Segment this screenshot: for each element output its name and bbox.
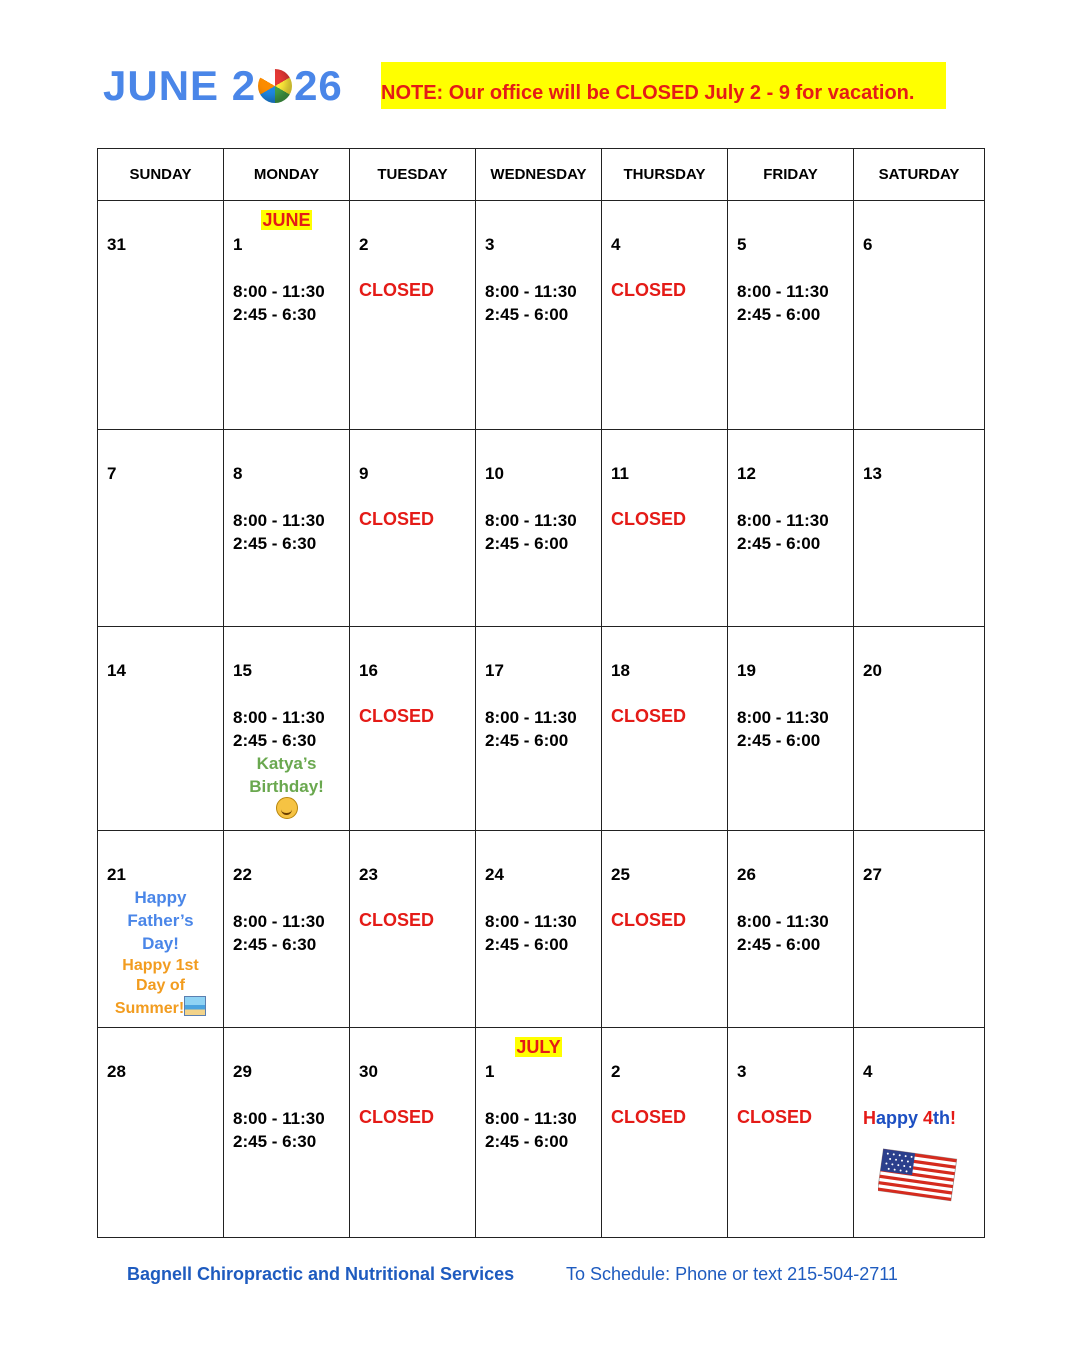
office-hours: 8:00 - 11:30 2:45 - 6:00 bbox=[737, 912, 829, 954]
day-number: 24 bbox=[485, 865, 504, 884]
office-hours: 8:00 - 11:30 2:45 - 6:30 bbox=[233, 282, 325, 324]
day-number: 15 bbox=[233, 661, 252, 680]
day-number: 19 bbox=[737, 661, 756, 680]
page-title: JUNE 2 26 bbox=[103, 62, 343, 109]
day-cell bbox=[224, 1028, 350, 1238]
summer-event: Happy 1st Day of Summer! bbox=[98, 956, 223, 1019]
day-cell bbox=[602, 627, 728, 831]
day-number: 20 bbox=[863, 661, 882, 680]
calendar-grid bbox=[97, 148, 985, 1238]
month-tag: JULY bbox=[516, 1037, 561, 1057]
day-cell bbox=[350, 201, 476, 430]
day-cell bbox=[728, 430, 854, 627]
independence-day-event: Happy 4th! bbox=[863, 1108, 957, 1128]
day-number: 2 bbox=[359, 235, 369, 254]
week-row bbox=[98, 1028, 985, 1238]
day-cell bbox=[98, 201, 224, 430]
closed-label: CLOSED bbox=[359, 706, 435, 726]
beach-icon bbox=[184, 996, 206, 1016]
week-row bbox=[98, 201, 985, 430]
day-cell bbox=[350, 627, 476, 831]
weekday-header: MONDAY bbox=[224, 149, 350, 201]
beach-ball-icon bbox=[258, 69, 292, 103]
day-number: 3 bbox=[485, 235, 495, 254]
closed-label: CLOSED bbox=[359, 1107, 435, 1127]
weekday-header: SATURDAY bbox=[854, 149, 985, 201]
month-tag: JUNE bbox=[262, 210, 311, 230]
schedule-contact: To Schedule: Phone or text 215-504-2711 bbox=[566, 1264, 898, 1284]
office-hours: 8:00 - 11:30 2:45 - 6:30 bbox=[233, 912, 325, 954]
day-number: 31 bbox=[107, 235, 126, 254]
closed-label: CLOSED bbox=[611, 1107, 687, 1127]
day-cell bbox=[602, 430, 728, 627]
day-number: 23 bbox=[359, 865, 378, 884]
day-number: 13 bbox=[863, 464, 882, 483]
day-number: 21 bbox=[107, 865, 126, 884]
vacation-note: NOTE: Our office will be CLOSED July 2 - 9 for vacation. bbox=[381, 62, 946, 109]
american-flag-icon bbox=[878, 1148, 958, 1204]
day-number: 4 bbox=[611, 235, 621, 254]
day-number: 14 bbox=[107, 661, 126, 680]
day-number: 30 bbox=[359, 1062, 378, 1081]
day-cell bbox=[854, 1028, 985, 1238]
day-cell bbox=[602, 201, 728, 430]
day-number: 12 bbox=[737, 464, 756, 483]
day-number: 5 bbox=[737, 235, 747, 254]
day-cell bbox=[476, 627, 602, 831]
day-cell bbox=[476, 430, 602, 627]
closed-label: CLOSED bbox=[359, 910, 435, 930]
day-number: 1 bbox=[233, 235, 243, 254]
week-row bbox=[98, 831, 985, 1028]
day-number: 11 bbox=[611, 464, 629, 483]
day-cell bbox=[224, 430, 350, 627]
day-cell bbox=[728, 831, 854, 1028]
day-number: 9 bbox=[359, 464, 369, 483]
weekday-header: FRIDAY bbox=[728, 149, 854, 201]
day-cell bbox=[224, 201, 350, 430]
closed-label: CLOSED bbox=[611, 280, 687, 300]
day-number: 18 bbox=[611, 661, 630, 680]
day-number: 22 bbox=[233, 865, 252, 884]
day-cell bbox=[98, 627, 224, 831]
office-hours: 8:00 - 11:30 2:45 - 6:00 bbox=[485, 708, 577, 750]
day-cell bbox=[728, 1028, 854, 1238]
weekday-header-row bbox=[98, 149, 985, 201]
day-cell bbox=[224, 627, 350, 831]
closed-label: CLOSED bbox=[359, 509, 435, 529]
closed-label: CLOSED bbox=[611, 509, 687, 529]
office-hours: 8:00 - 11:30 2:45 - 6:00 bbox=[485, 282, 577, 324]
weekday-header: SUNDAY bbox=[98, 149, 224, 201]
day-number: 1 bbox=[485, 1062, 495, 1081]
closed-label: CLOSED bbox=[611, 910, 687, 930]
fathers-day-event: Happy Father’s Day! bbox=[127, 888, 194, 953]
day-cell bbox=[350, 831, 476, 1028]
office-hours: 8:00 - 11:30 2:45 - 6:00 bbox=[737, 708, 829, 750]
closed-label: CLOSED bbox=[611, 706, 687, 726]
day-number: 4 bbox=[863, 1062, 873, 1081]
office-hours: 8:00 - 11:30 2:45 - 6:00 bbox=[485, 912, 577, 954]
day-cell bbox=[602, 831, 728, 1028]
day-cell bbox=[350, 1028, 476, 1238]
weekday-header: THURSDAY bbox=[602, 149, 728, 201]
birthday-event: Katya’s Birthday! bbox=[249, 754, 324, 796]
day-cell bbox=[98, 1028, 224, 1238]
day-number: 8 bbox=[233, 464, 243, 483]
day-cell bbox=[728, 201, 854, 430]
office-hours: 8:00 - 11:30 2:45 - 6:00 bbox=[737, 511, 829, 553]
office-hours: 8:00 - 11:30 2:45 - 6:00 bbox=[485, 511, 577, 553]
smiling-face-icon bbox=[276, 797, 298, 819]
weekday-header: TUESDAY bbox=[350, 149, 476, 201]
closed-label: CLOSED bbox=[737, 1107, 813, 1127]
day-number: 29 bbox=[233, 1062, 252, 1081]
office-hours: 8:00 - 11:30 2:45 - 6:00 bbox=[737, 282, 829, 324]
day-number: 10 bbox=[485, 464, 504, 483]
office-hours: 8:00 - 11:30 2:45 - 6:30 bbox=[233, 511, 325, 553]
weekday-header: WEDNESDAY bbox=[476, 149, 602, 201]
day-number: 26 bbox=[737, 865, 756, 884]
day-cell bbox=[728, 627, 854, 831]
day-cell bbox=[98, 831, 224, 1028]
business-name: Bagnell Chiropractic and Nutritional Services bbox=[127, 1264, 515, 1284]
day-cell bbox=[224, 831, 350, 1028]
day-cell bbox=[350, 430, 476, 627]
day-cell bbox=[602, 1028, 728, 1238]
day-cell bbox=[98, 430, 224, 627]
day-cell bbox=[476, 831, 602, 1028]
closed-label: CLOSED bbox=[359, 280, 435, 300]
day-cell bbox=[476, 1028, 602, 1238]
day-number: 7 bbox=[107, 464, 117, 483]
day-number: 6 bbox=[863, 235, 873, 254]
day-number: 16 bbox=[359, 661, 378, 680]
week-row bbox=[98, 627, 985, 831]
week-row bbox=[98, 430, 985, 627]
day-cell bbox=[854, 627, 985, 831]
day-number: 28 bbox=[107, 1062, 126, 1081]
day-number: 3 bbox=[737, 1062, 747, 1081]
day-number: 2 bbox=[611, 1062, 621, 1081]
day-cell bbox=[854, 430, 985, 627]
day-number: 17 bbox=[485, 661, 504, 680]
day-cell bbox=[854, 201, 985, 430]
day-number: 27 bbox=[863, 865, 882, 884]
office-hours: 8:00 - 11:30 2:45 - 6:30 bbox=[233, 1109, 325, 1151]
office-hours: 8:00 - 11:30 2:45 - 6:30 bbox=[233, 708, 325, 750]
day-cell bbox=[476, 201, 602, 430]
day-number: 25 bbox=[611, 865, 630, 884]
day-cell bbox=[854, 831, 985, 1028]
office-hours: 8:00 - 11:30 2:45 - 6:00 bbox=[485, 1109, 577, 1151]
